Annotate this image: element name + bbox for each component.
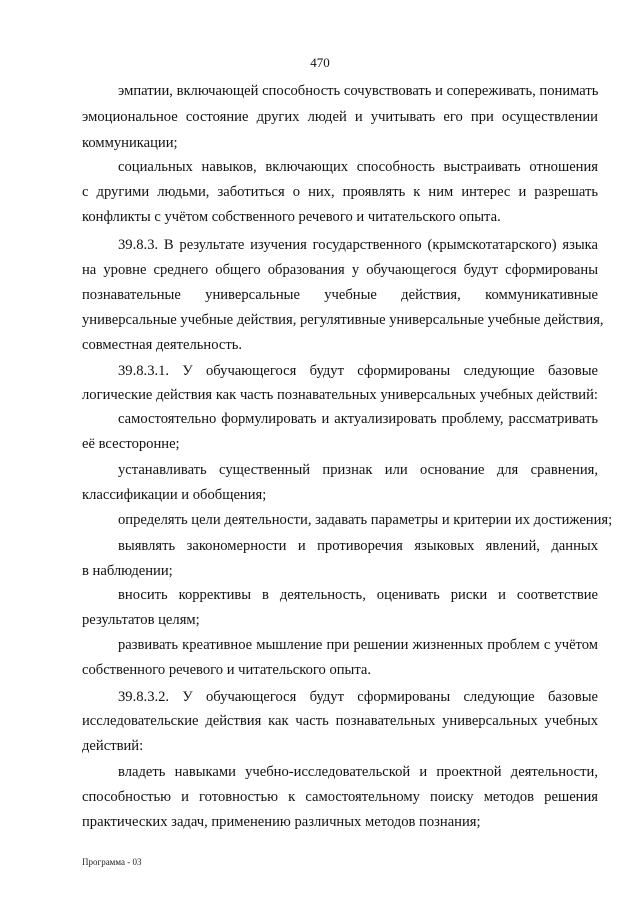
text-line: собственного речевого и читательского опыта. [82,662,372,678]
text-line: социальных навыков, включающих способность выстраивать отношения [118,159,598,175]
text-line: вносить коррективы в деятельность, оценивать риски и соответствие [118,587,598,603]
text-line: определять цели деятельности, задавать параметры и критерии их достижения; [118,512,613,528]
text-line: 39.8.3.2. У обучающегося будут сформированы следующие базовые [118,689,598,705]
text-line: самостоятельно формулировать и актуализировать проблему, рассматривать [118,411,598,427]
text-line: устанавливать существенный признак или основание для сравнения, [118,462,598,478]
text-line: 39.8.3.1. У обучающегося будут сформированы следующие базовые [118,363,598,379]
text-line: познавательные универсальные учебные действия, коммуникативные [82,287,598,303]
text-line: её всесторонне; [82,436,180,452]
text-line: с другими людьми, заботиться о них, проявлять к ним интерес и разрешать [82,184,598,200]
text-line: совместная деятельность. [82,337,243,353]
footer-note: Программа - 03 [82,857,142,867]
text-line: универсальные учебные действия, регулятивные универсальные учебные действия, [82,312,604,328]
text-line: коммуникации; [82,135,178,151]
text-line: развивать креативное мышление при решении жизненных проблем с учётом [118,637,598,653]
text-line: результатов целям; [82,612,200,628]
text-line: способностью и готовностью к самостоятельному поиску методов решения [82,789,598,805]
text-line: классификации и обобщения; [82,487,267,503]
text-line: действий: [82,738,144,754]
text-line: эмоциональное состояние других людей и учитывать его при осуществлении [82,109,598,125]
text-line: логические действия как часть познавательных универсальных учебных действий: [82,387,598,403]
text-line: практических задач, применению различных методов познания; [82,814,481,830]
page-number: 470 [310,55,330,70]
text-line: эмпатии, включающей способность сочувствовать и сопереживать, понимать [118,83,599,99]
text-line: исследовательские действия как часть познавательных универсальных учебных [82,713,598,729]
text-line: выявлять закономерности и противоречия языковых явлений, данных [118,538,598,554]
text-line: в наблюдении; [82,563,173,579]
text-line: 39.8.3. В результате изучения государственного (крымскотатарского) языка [118,237,598,253]
text-line: конфликты с учётом собственного речевого и читательского опыта. [82,209,501,225]
text-line: владеть навыками учебно-исследовательской и проектной деятельности, [118,764,598,780]
text-line: на уровне среднего общего образования у обучающегося будут сформированы [82,262,598,278]
